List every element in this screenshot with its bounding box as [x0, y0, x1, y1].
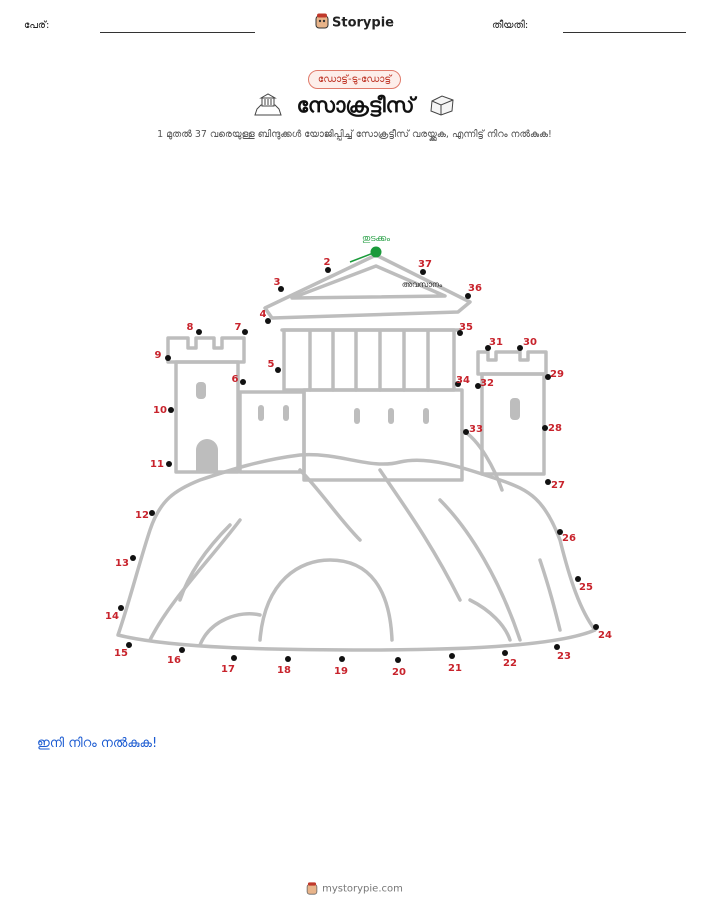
- color-prompt: ഇനി നിറം നൽകുക!: [37, 736, 158, 751]
- start-label: തുടക്കം: [361, 234, 391, 244]
- dot-number-25: 25: [579, 582, 593, 593]
- dot-number-31: 31: [489, 337, 503, 348]
- dot-number-22: 22: [503, 658, 517, 669]
- page-title: സോക്രട്ടീസ്: [0, 92, 709, 118]
- dot-number-8: 8: [186, 322, 194, 333]
- dot-number-15: 15: [114, 648, 128, 659]
- dot-number-10: 10: [153, 405, 167, 416]
- numbered-dots: [105, 257, 612, 678]
- dot-number-34: 34: [456, 375, 470, 386]
- dot-7[interactable]: [242, 329, 248, 335]
- dot-number-23: 23: [557, 651, 571, 662]
- dot-10[interactable]: [168, 407, 174, 413]
- dot-number-26: 26: [562, 533, 576, 544]
- dot-number-36: 36: [468, 283, 482, 294]
- brand-name: Storypie: [332, 15, 394, 31]
- dot-number-29: 29: [550, 369, 564, 380]
- dot-number-30: 30: [523, 337, 537, 348]
- dot-number-33: 33: [469, 424, 483, 435]
- name-label: പേര്:: [24, 20, 50, 31]
- dot-17[interactable]: [231, 655, 237, 661]
- dot-number-21: 21: [448, 663, 462, 674]
- castle-outline: [118, 255, 595, 650]
- dot-number-13: 13: [115, 558, 129, 569]
- dot-number-27: 27: [551, 480, 565, 491]
- start-dot[interactable]: [371, 247, 382, 258]
- dot-13[interactable]: [130, 555, 136, 561]
- instructions: 1 മുതൽ 37 വരെയുള്ള ബിന്ദുക്കൾ യോജിപ്പിച്ച് സോക്രട്ടീസ് വരയ്ക്കുക, എന്നിട്ട് നിറം നൽകുക!: [157, 129, 552, 140]
- dot-9[interactable]: [165, 355, 171, 361]
- dot-number-17: 17: [221, 664, 235, 675]
- dot-number-7: 7: [234, 322, 242, 333]
- dot-20[interactable]: [395, 657, 401, 663]
- footer: [0, 882, 709, 895]
- dot-number-2: 2: [323, 257, 331, 268]
- dot-number-16: 16: [167, 655, 181, 666]
- dot-number-4: 4: [259, 309, 267, 320]
- dot-number-37: 37: [418, 259, 432, 270]
- dot-18[interactable]: [285, 656, 291, 662]
- dot-12[interactable]: [149, 510, 155, 516]
- dot-number-12: 12: [135, 510, 149, 521]
- dot-number-5: 5: [267, 359, 275, 370]
- dot-number-18: 18: [277, 665, 291, 676]
- end-label: അവസാനം: [401, 280, 443, 289]
- storypie-mascot-icon: [306, 882, 318, 895]
- dot-5[interactable]: [275, 367, 281, 373]
- dot-number-35: 35: [459, 322, 473, 333]
- dot-23[interactable]: [554, 644, 560, 650]
- dot-number-6: 6: [231, 374, 239, 385]
- dot-number-20: 20: [392, 667, 406, 678]
- dot-11[interactable]: [166, 461, 172, 467]
- dot-22[interactable]: [502, 650, 508, 656]
- dot-19[interactable]: [339, 656, 345, 662]
- dot-number-24: 24: [598, 630, 612, 641]
- dot-number-11: 11: [150, 459, 164, 470]
- dot-number-19: 19: [334, 666, 348, 677]
- dot-number-9: 9: [154, 350, 162, 361]
- dot-21[interactable]: [449, 653, 455, 659]
- date-label: തീയതി:: [492, 20, 529, 31]
- dot-6[interactable]: [240, 379, 246, 385]
- activity-tag: ഡോട്ട്-ടു-ഡോട്ട്: [0, 67, 709, 89]
- dot-8[interactable]: [196, 329, 202, 335]
- dot-16[interactable]: [179, 647, 185, 653]
- dot-number-3: 3: [273, 277, 281, 288]
- dot-number-14: 14: [105, 611, 119, 622]
- dot-number-32: 32: [480, 378, 494, 389]
- footer-url: mystorypie.com: [322, 883, 403, 895]
- dot-number-28: 28: [548, 423, 562, 434]
